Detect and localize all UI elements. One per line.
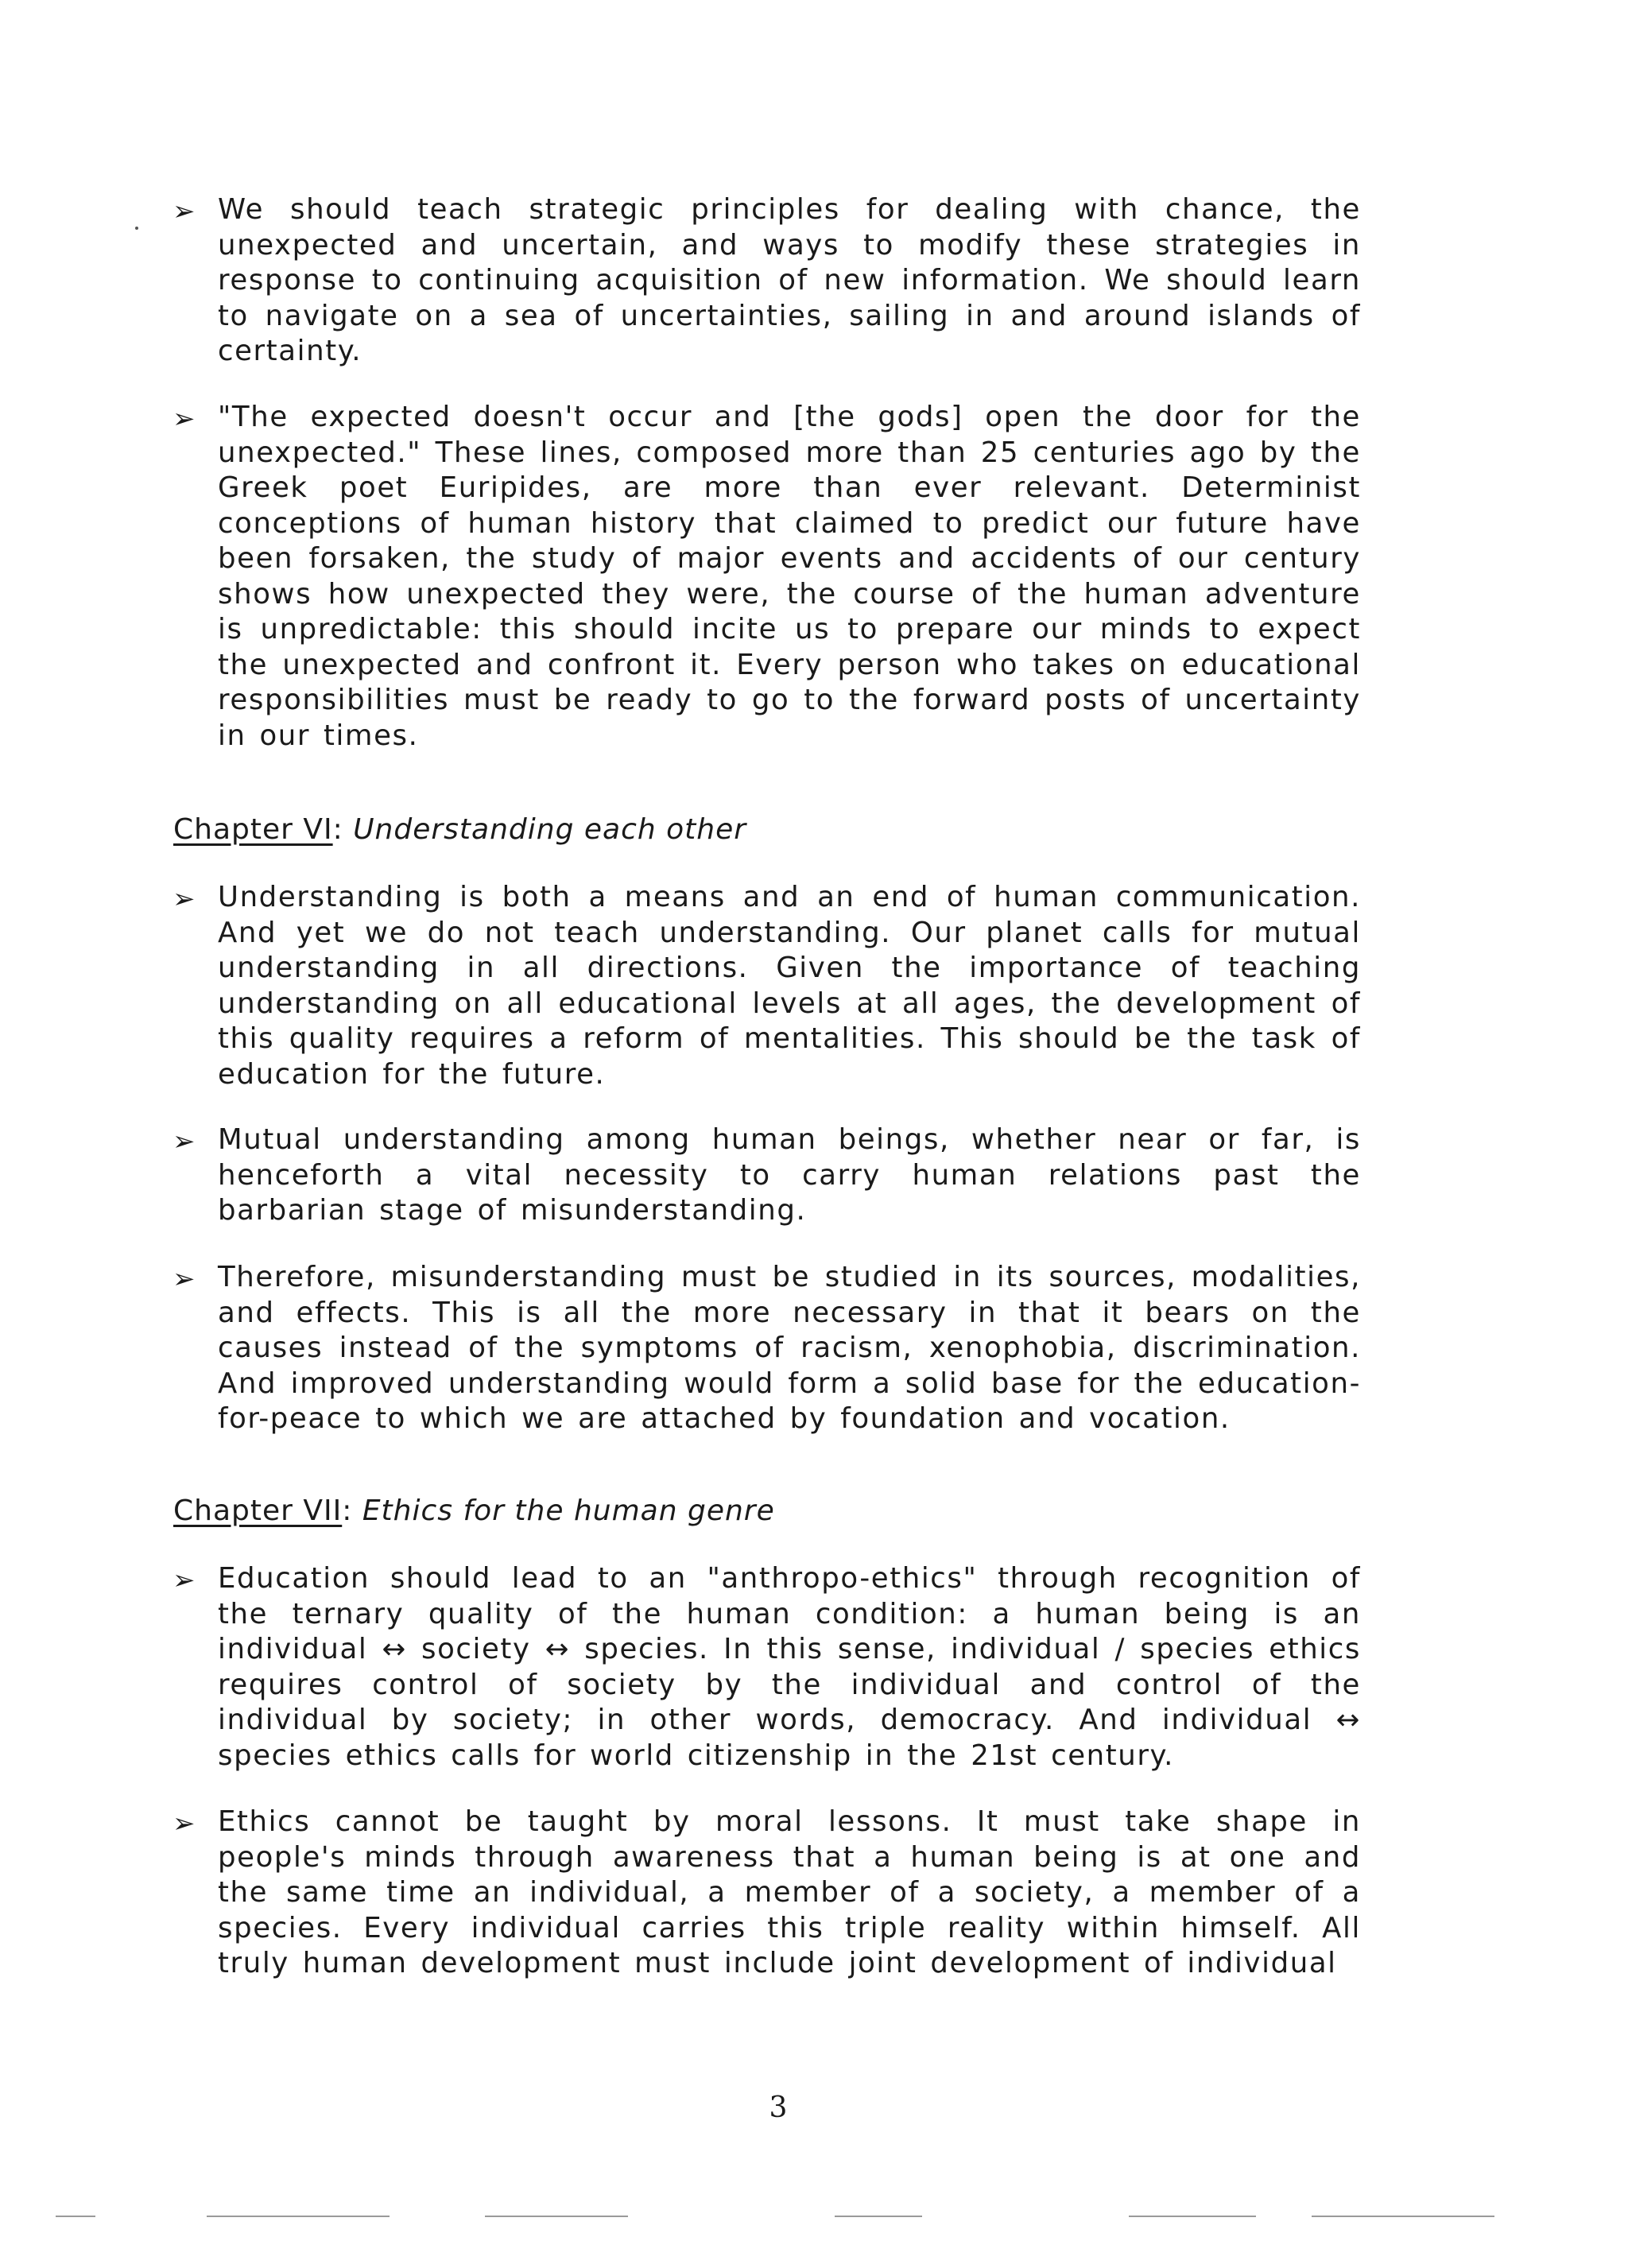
scan-artifact-line — [1129, 2216, 1256, 2217]
arrow-bullet-icon: ➢ — [172, 403, 196, 435]
chapter-title: Understanding each other — [353, 813, 747, 846]
arrow-bullet-icon: ➢ — [172, 1808, 196, 1840]
page-number: 3 — [769, 2092, 788, 2124]
bullet-text: "The expected doesn't occur and [the gods] open the door for the unexpected." These lines, composed more than 25 centuries ago by the Greek poet Euripides, are more than ever relevant. Determinist conceptions of human history that claimed to predict our future have been forsaken, the study of major events and accidents of our century shows how unexpected they were, the course of the human adventure is unpredictable: this should incite us to prepare our minds to expect the unexpected and confront it. Every person who takes on educational responsibilities must be ready to go to the forward posts of uncertainty in our times. — [218, 401, 1361, 752]
scan-artifact-line — [485, 2216, 628, 2217]
chapter-heading: Chapter VII: Ethics for the human genre — [173, 1495, 775, 1527]
bullet-text: Education should lead to an "anthropo-ethics" through recognition of the ternary quality of the human condition: a human being is an individual ↔ society ↔ species. In this sense, individual / species ethics requires control of society by the individual and control of the individual by society; in other words, democracy. And individual ↔ species ethics calls for world citizenship in the 21st century. — [218, 1562, 1361, 1772]
arrow-bullet-icon: ➢ — [172, 1126, 196, 1157]
list-item — [172, 1805, 1361, 1982]
bullet-text: We should teach strategic principles for dealing with chance, the unexpected and uncertain, and ways to modify these strategies in response to continuing acquisition of new information. We should learn to navigate on a sea of uncertainties, sailing in and around islands of certainty. — [218, 193, 1361, 367]
list-item — [172, 1260, 1361, 1437]
scan-artifact-line — [207, 2216, 390, 2217]
arrow-bullet-icon: ➢ — [172, 1564, 196, 1596]
arrow-bullet-icon: ➢ — [172, 1263, 196, 1295]
list-item — [172, 1561, 1361, 1774]
bullet-text: Therefore, misunderstanding must be studied in its sources, modalities, and effects. This is all the more necessary in that it bears on the causes instead of the symptoms of racism, xenophobia, discrimination. And improved understanding would form a solid base for the education-for-peace to which we are attached by foundation and vocation. — [218, 1261, 1361, 1435]
chapter-title: Ethics for the human genre — [362, 1495, 775, 1527]
list-item — [172, 192, 1361, 370]
list-item — [172, 400, 1361, 754]
arrow-bullet-icon: ➢ — [172, 196, 196, 227]
scan-artifact-line — [835, 2216, 922, 2217]
scan-artifact-line — [1312, 2216, 1494, 2217]
chapter-label: Chapter VII — [173, 1495, 343, 1527]
bullet-text: Mutual understanding among human beings, whether near or far, is henceforth a vital necessity to carry human relations past the barbarian stage of misunderstanding. — [218, 1123, 1361, 1227]
scan-artifact-dot — [135, 227, 138, 230]
bullet-text: Understanding is both a means and an end of human communication. And yet we do not teach understanding. Our planet calls for mutual understanding in all directions. Given the importance of teaching understanding on all educational levels at all ages, the development of this quality requires a reform of mentalities. This should be the task of education for the future. — [218, 881, 1361, 1091]
chapter-label: Chapter VI — [173, 813, 333, 846]
scan-artifact-line — [56, 2216, 95, 2217]
arrow-bullet-icon: ➢ — [172, 883, 196, 915]
bullet-text: Ethics cannot be taught by moral lessons. It must take shape in people's minds through awareness that a human being is at one and the same time an individual, a member of a society, a member of a species. Every individual carries this triple reality within himself. All truly human development must include joint development of individual — [218, 1805, 1361, 1979]
chapter-heading: Chapter VI: Understanding each other — [173, 813, 747, 846]
list-item — [172, 880, 1361, 1092]
list-item — [172, 1122, 1361, 1229]
